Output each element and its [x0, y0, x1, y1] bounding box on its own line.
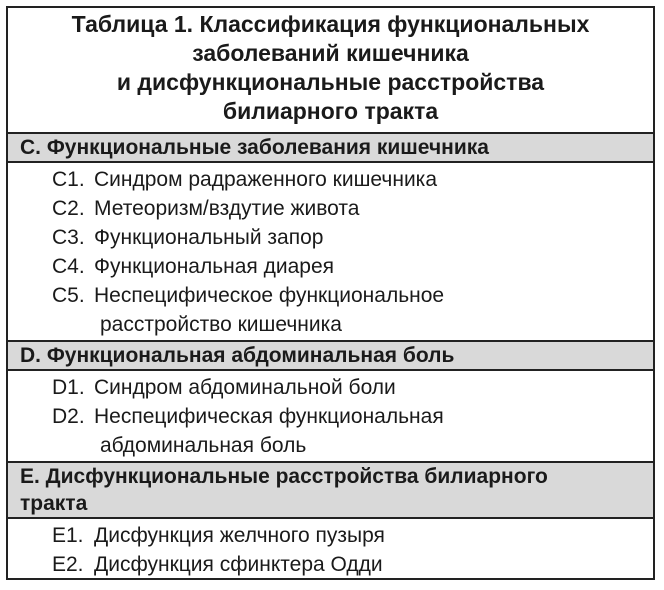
section-body-e	[8, 519, 653, 580]
list-item	[8, 252, 653, 281]
table-title	[8, 8, 653, 134]
item-text-continuation: абдоминальная боль	[100, 434, 307, 457]
item-text: Дисфункция сфинктера Одди	[94, 553, 383, 576]
list-item	[8, 194, 653, 223]
item-text: Синдром радраженного кишечника	[94, 168, 438, 191]
item-text: Дисфункция желчного пузыря	[94, 524, 385, 547]
item-text: Неспецифическое функциональное	[94, 284, 445, 307]
item-code: C4.	[52, 255, 85, 278]
table-title-line: Таблица 1. Классификация функциональных	[71, 11, 590, 37]
table-title-line: билиарного тракта	[222, 98, 439, 124]
section-header-text: тракта	[20, 492, 88, 515]
item-code: C2.	[52, 197, 85, 220]
item-code: D1.	[52, 376, 85, 399]
section-header-e	[8, 461, 653, 519]
item-text: Синдром абдоминальной боли	[94, 376, 396, 399]
list-item	[8, 373, 653, 402]
list-item	[8, 281, 653, 310]
list-item	[8, 521, 653, 550]
item-code: D2.	[52, 405, 85, 428]
item-code: C3.	[52, 226, 85, 249]
section-header-text: C. Функциональные заболевания кишечника	[20, 136, 489, 159]
item-text: Метеоризм/вздутие живота	[94, 197, 360, 220]
list-item	[8, 402, 653, 431]
section-header-text: E. Дисфункциональные расстройства билиарного	[20, 465, 548, 488]
item-code: C1.	[52, 168, 85, 191]
section-header-d	[8, 340, 653, 371]
section-body-d	[8, 371, 653, 461]
classification-table	[6, 6, 655, 580]
table-title-line: заболеваний кишечника	[192, 40, 469, 66]
item-code: C5.	[52, 284, 85, 307]
list-item	[8, 165, 653, 194]
item-text: Функциональный запор	[94, 226, 324, 249]
item-text: Неспецифическая функциональная	[94, 405, 444, 428]
item-code: E2.	[52, 553, 84, 576]
section-header-text: D. Функциональная абдоминальная боль	[20, 344, 455, 367]
item-code: E1.	[52, 524, 84, 547]
table-title-line: и дисфункциональные расстройства	[116, 69, 545, 95]
item-text-continuation: расстройство кишечника	[100, 313, 342, 336]
list-item	[8, 550, 653, 579]
section-header-c	[8, 134, 653, 163]
section-body-c	[8, 163, 653, 340]
list-item	[8, 223, 653, 252]
item-text: Функциональная диарея	[94, 255, 335, 278]
